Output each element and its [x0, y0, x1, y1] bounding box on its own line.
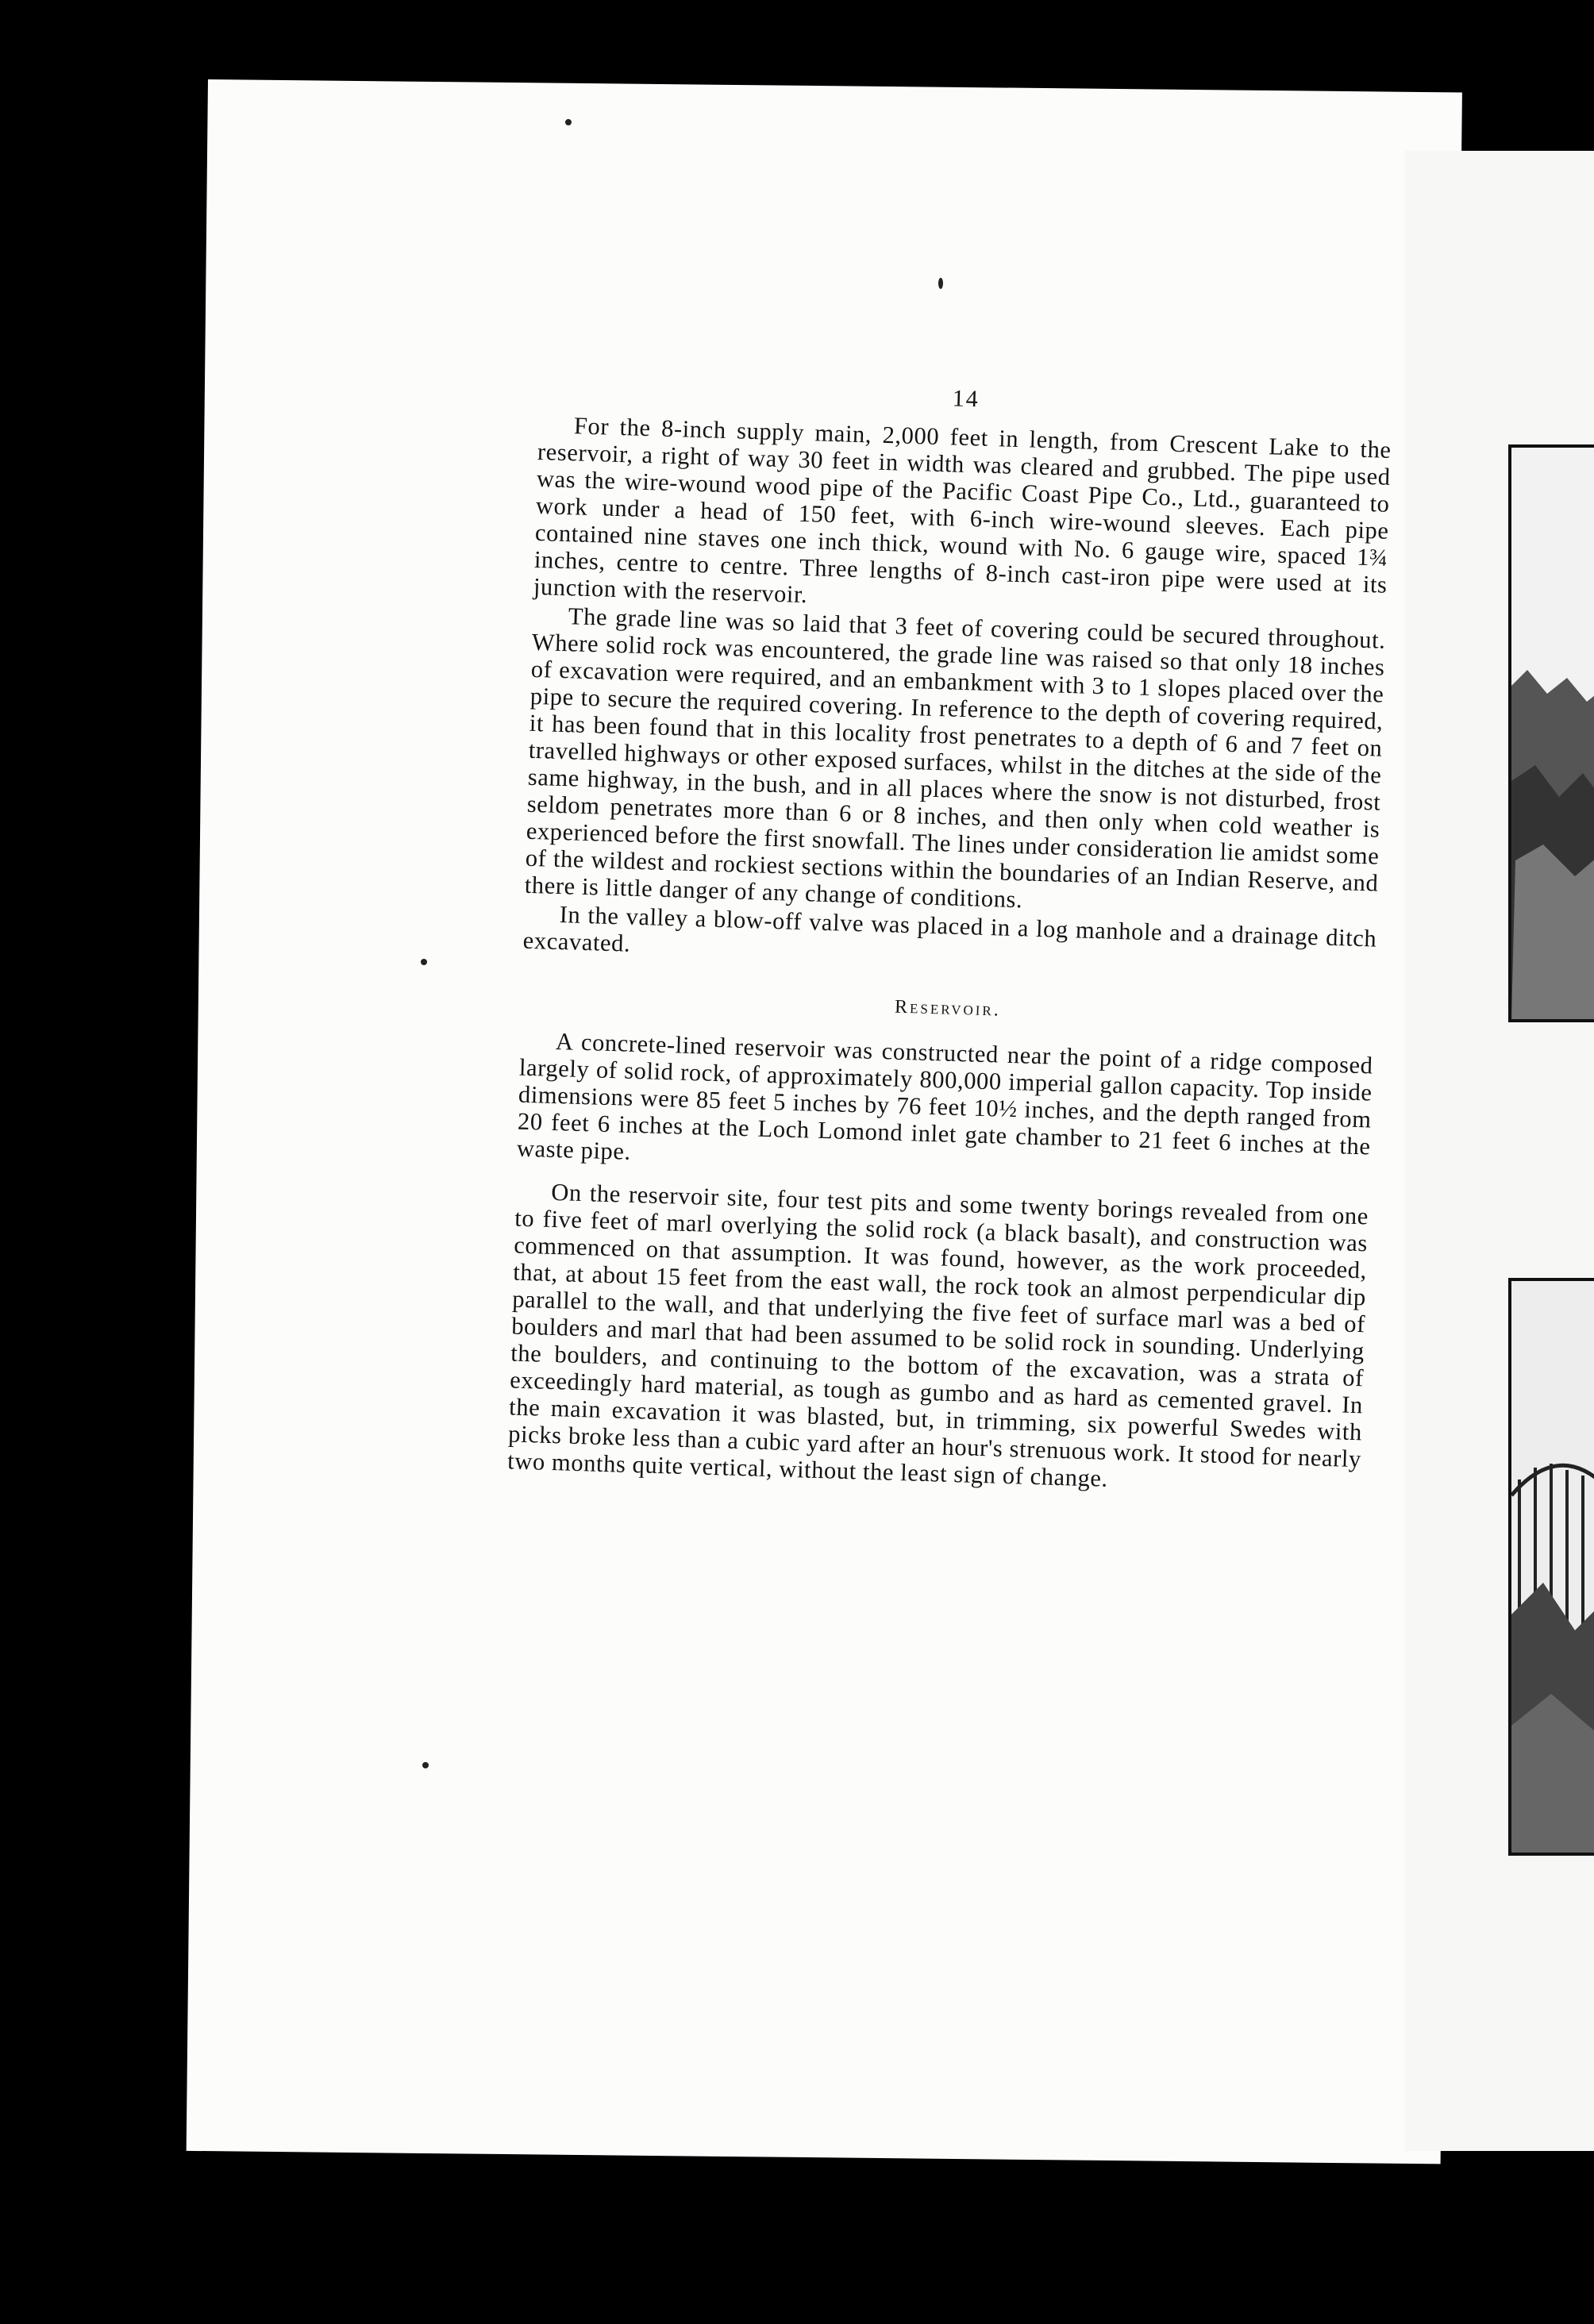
- speck: [565, 119, 572, 125]
- photo-scene-bottom: [1511, 1281, 1594, 1853]
- construction-photo-bottom: [1508, 1278, 1594, 1856]
- paragraph-blow-off-valve: In the valley a blow-off valve was placed in a log manhole and a drainage ditch excavated.: [522, 901, 1377, 957]
- speck: [421, 959, 427, 965]
- paragraph-supply-main: For the 8-inch supply main, 2,000 feet in length, from Crescent Lake to the reservoir, a right of way 30 feet in width was cleared and grubbed. The pipe used was the wire-wound wood pipe of the Pacific Coast Pipe Co., Ltd., guaranteed to work under a head of 150 feet, with 6-inch wire-wound sleeves. Each pipe contained nine staves one inch thick, wound with No. 6 gauge wire, spaced 1¾ inches, centre to centre. Three lengths of 8-inch cast-iron pipe were used at its junction with the reservoir.: [533, 412, 1392, 609]
- photo-scene-top: [1511, 448, 1594, 1019]
- construction-photo-top: [1508, 444, 1594, 1022]
- page-number: 14: [952, 385, 980, 413]
- section-heading-reservoir: Reservoir.: [894, 996, 1002, 1021]
- paragraph-reservoir-construction: A concrete-lined reservoir was constructed near the point of a ridge composed largely of solid rock, of approximately 800,000 imperial gallon capacity. Top inside dimensions were 85 feet 5 inches by 76 feet 10½ inches, and the depth ranged from 20 feet 6 inches at the Loch Lomond inlet gate chamber to 21 feet 6 inches at the waste pipe.: [516, 1027, 1374, 1165]
- document-text-column: [507, 373, 1393, 1499]
- speck: [938, 278, 943, 289]
- paragraph-reservoir-site: On the reservoir site, four test pits and some twenty borings revealed from one to five feet of marl overlying the solid rock (a black basalt), and construction was commenced on that assumption. It was found, however, as the work proceeded, that, at about 15 feet from the east wall, the rock took an almost perpendicular dip parallel to the wall, and that underlying the five feet of surface marl was a bed of boulders and marl that had been assumed to be solid rock in sounding. Underlying the boulders, and continuing to the bottom of the excavation, was a strata of exceedingly hard material, as tough as gumbo and as hard as cemented gravel. In the main excavation it was blasted, but, in trimming, six powerful Swedes with picks broke less than a cubic yard after an hour's strenuous work. It stood for nearly two months quite vertical, without the least sign of change.: [506, 1178, 1369, 1492]
- paragraph-grade-line: The grade line was so laid that 3 feet of covering could be secured throughout. Where solid rock was encountered, the grade line was raised so that only 18 inches of excavation were required, and an embankment with 3 to 1 slopes placed over the pipe to secure the required covering. In reference to the depth of covering required, it has been found that in this locality frost penetrates to a depth of 6 and 7 feet on travelled highways or other exposed surfaces, whilst in the ditches at the side of the same highway, in the bush, and in all places where the snow is not disturbed, frost seldom penetrates more than 6 or 8 inches, and then only when cold weather is experienced before the first snowfall. The lines under consideration lie amidst some of the wildest and rockiest sections within the boundaries of an Indian Reserve, and there is little danger of any change of conditions.: [524, 602, 1386, 914]
- speck: [422, 1762, 429, 1768]
